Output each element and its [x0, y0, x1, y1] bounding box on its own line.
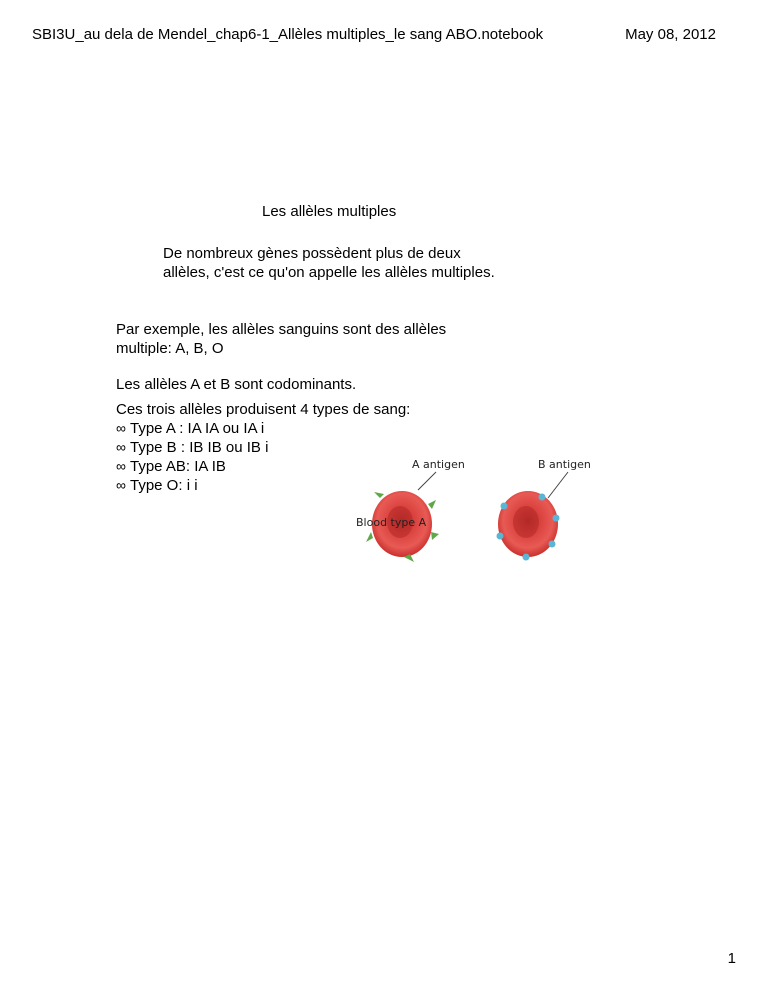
a-antigen-pointer: [418, 472, 436, 490]
infinity-bullet-icon: ∞: [116, 458, 126, 474]
header-date: May 08, 2012: [625, 26, 716, 43]
example-paragraph: [116, 320, 516, 358]
blood-type-a-caption: Blood type A: [356, 516, 427, 529]
header-filename: SBI3U_au dela de Mendel_chap6-1_Allèles multiples_le sang ABO.notebook: [32, 26, 544, 43]
page-title: Les allèles multiples: [262, 203, 397, 220]
page-number: 1: [727, 950, 736, 967]
a-antigen-label: A antigen: [412, 458, 465, 471]
blood-types-intro: Ces trois allèles produisent 4 types de sang:: [116, 401, 411, 418]
intro-line-2: allèles, c'est ce qu'on appelle les allèles multiples.: [163, 264, 495, 281]
list-item: ∞ Type A : IA IA ou IA i: [116, 420, 265, 437]
infinity-bullet-icon: ∞: [116, 439, 126, 455]
list-item: ∞ Type O: i i: [116, 477, 198, 494]
intro-paragraph: [163, 244, 583, 282]
example-line-1: Par exemple, les allèles sanguins sont des allèles: [116, 321, 447, 338]
list-item: ∞ Type AB: IA IB: [116, 458, 226, 475]
infinity-bullet-icon: ∞: [116, 477, 126, 493]
infinity-bullet-icon: ∞: [116, 420, 126, 436]
codominance-text: Les allèles A et B sont codominants.: [116, 376, 357, 393]
intro-line-1: De nombreux gènes possèdent plus de deux: [163, 245, 461, 262]
example-line-2: multiple: A, B, O: [116, 340, 224, 357]
blood-type-figure: [340, 446, 640, 666]
blood-cells-illustration: [340, 446, 640, 666]
list-item: ∞ Type B : IB IB ou IB i: [116, 439, 269, 456]
b-antigen-label: B antigen: [538, 458, 591, 471]
b-antigen-pointer: [548, 472, 568, 498]
blood-cell-b-icon: [497, 491, 560, 561]
